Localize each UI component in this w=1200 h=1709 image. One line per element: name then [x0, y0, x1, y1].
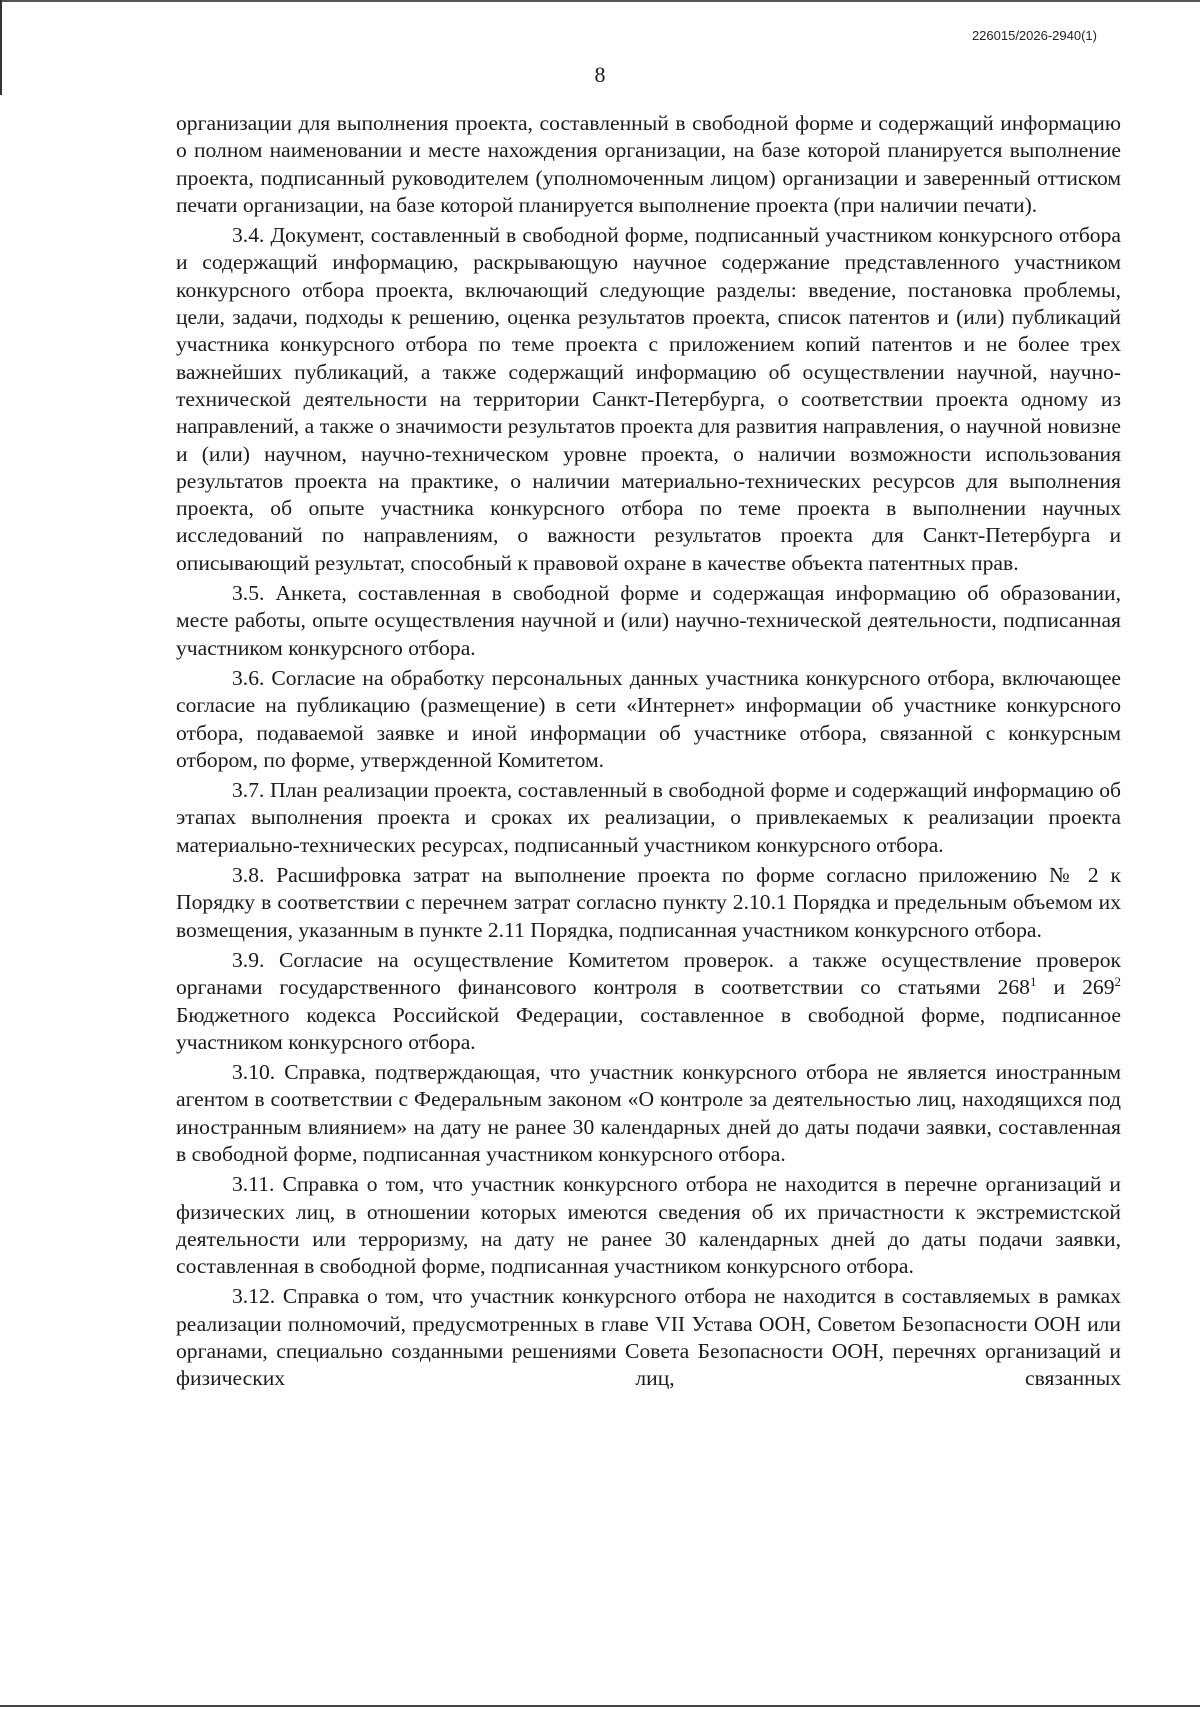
- paragraph-3-12: 3.12. Справка о том, что участник конкурсного отбора не находится в составляемых в рамках реализации полномочий, предусмотренных в главе VII Устава ООН, Советом Безопасности ООН или органами, специально созданными решениями Совета Безопасности ООН, перечнях организаций и физических лиц, связанных: [176, 1284, 1121, 1391]
- paragraph-3-7: 3.7. План реализации проекта, составленный в свободной форме и содержащий информацию об этапах выполнения проекта и сроках их реализации, о привлекаемых к реализации проекта материально-технических ресурсах, подписанный участником конкурсного отбора.: [176, 778, 1121, 857]
- scan-edge-bottom: [0, 1705, 1200, 1707]
- superscript-1: 1: [1029, 974, 1037, 990]
- paragraph-3-9-after: Бюджетного кодекса Российской Федерации, составленное в свободной форме, подписанное участником конкурсного отбора.: [176, 1002, 1121, 1054]
- paragraph-3-5: 3.5. Анкета, составленная в свободной форме и содержащая информацию об образовании, месте работы, опыте осуществления научной и (или) научно-технической деятельности, подписанная участником конкурсного отбора.: [176, 581, 1121, 660]
- scan-edge-top: [0, 0, 1200, 2]
- paragraph-continuation: организации для выполнения проекта, составленный в свободной форме и содержащий информацию о полном наименовании и месте нахождения организации, на базе которой планируется выполнение проекта, подписанный руководителем (уполномоченным лицом) организации и заверенный оттиском печати организации, на базе которой планируется выполнение проекта (при наличии печати).: [176, 111, 1121, 217]
- paragraph-3-9-before: 3.9. Согласие на осуществление Комитетом проверок. а также осуществление проверок органами государственного финансового контроля в соответствии со статьями 268: [176, 947, 1121, 1000]
- paragraph-3-9: [176, 947, 1121, 1056]
- superscript-2: 2: [1114, 974, 1121, 990]
- page-number: 8: [594, 62, 606, 87]
- paragraph-3-10: 3.10. Справка, подтверждающая, что участник конкурсного отбора не является иностранным агентом в соответствии с Федеральным законом «О контроле за деятельностью лиц, находящихся под иностранным влиянием» на дату не ранее 30 календарных дней до даты подачи заявки, составленная в свободной форме, подписанная участником конкурсного отбора.: [176, 1060, 1121, 1166]
- paragraph-3-8: 3.8. Расшифровка затрат на выполнение проекта по форме согласно приложению № 2 к Порядку в соответствии с перечнем затрат согласно пункту 2.10.1 Порядка и предельным объемом их возмещения, указанным в пункте 2.11 Порядка, подписанная участником конкурсного отбора.: [176, 863, 1121, 942]
- document-id: 226015/2026-2940(1): [971, 28, 1097, 43]
- paragraph-3-9-mid: и 269: [1036, 975, 1115, 1000]
- document-body: [176, 110, 1121, 1396]
- paragraph-3-4: 3.4. Документ, составленный в свободной форме, подписанный участником конкурсного отбора и содержащий информацию, раскрывающую научное содержание представленного участником конкурсного отбора проекта, включающий следующие разделы: введение, постановка проблемы, цели, задачи, подходы к решению, оценка результатов проекта, список патентов и (или) публикаций участника конкурсного отбора по теме проекта с приложением копий патентов и не более трех важнейших публикаций, а также содержащий информацию об осуществлении научной, научно-технической деятельности на территории Санкт-Петербурга, о соответствии проекта одному из направлений, а также о значимости результатов проекта для развития направления, о научной новизне и (или) научном, научно-техническом уровне проекта, о наличии возможности использования результатов проекта на практике, о наличии материально-технических ресурсов для выполнения проекта, об опыте участника конкурсного отбора по теме проекта в выполнении научных исследований по направлениям, о важности результатов проекта для Санкт-Петербурга и описывающий результат, способный к правовой охране в качестве объекта патентных прав.: [176, 223, 1121, 575]
- paragraph-3-6: 3.6. Согласие на обработку персональных данных участника конкурсного отбора, включающее согласие на публикацию (размещение) в сети «Интернет» информации об участнике конкурсного отбора, подаваемой заявке и иной информации об участнике отбора, связанной с конкурсным отбором, по форме, утвержденной Комитетом.: [176, 665, 1121, 772]
- paragraph-3-11: 3.11. Справка о том, что участник конкурсного отбора не находится в перечне организаций и физических лиц, в отношении которых имеются сведения об их причастности к экстремистской деятельности или терроризму, на дату не ранее 30 календарных дней до даты подачи заявки, составленная в свободной форме, подписанная участником конкурсного отбора.: [176, 1172, 1121, 1279]
